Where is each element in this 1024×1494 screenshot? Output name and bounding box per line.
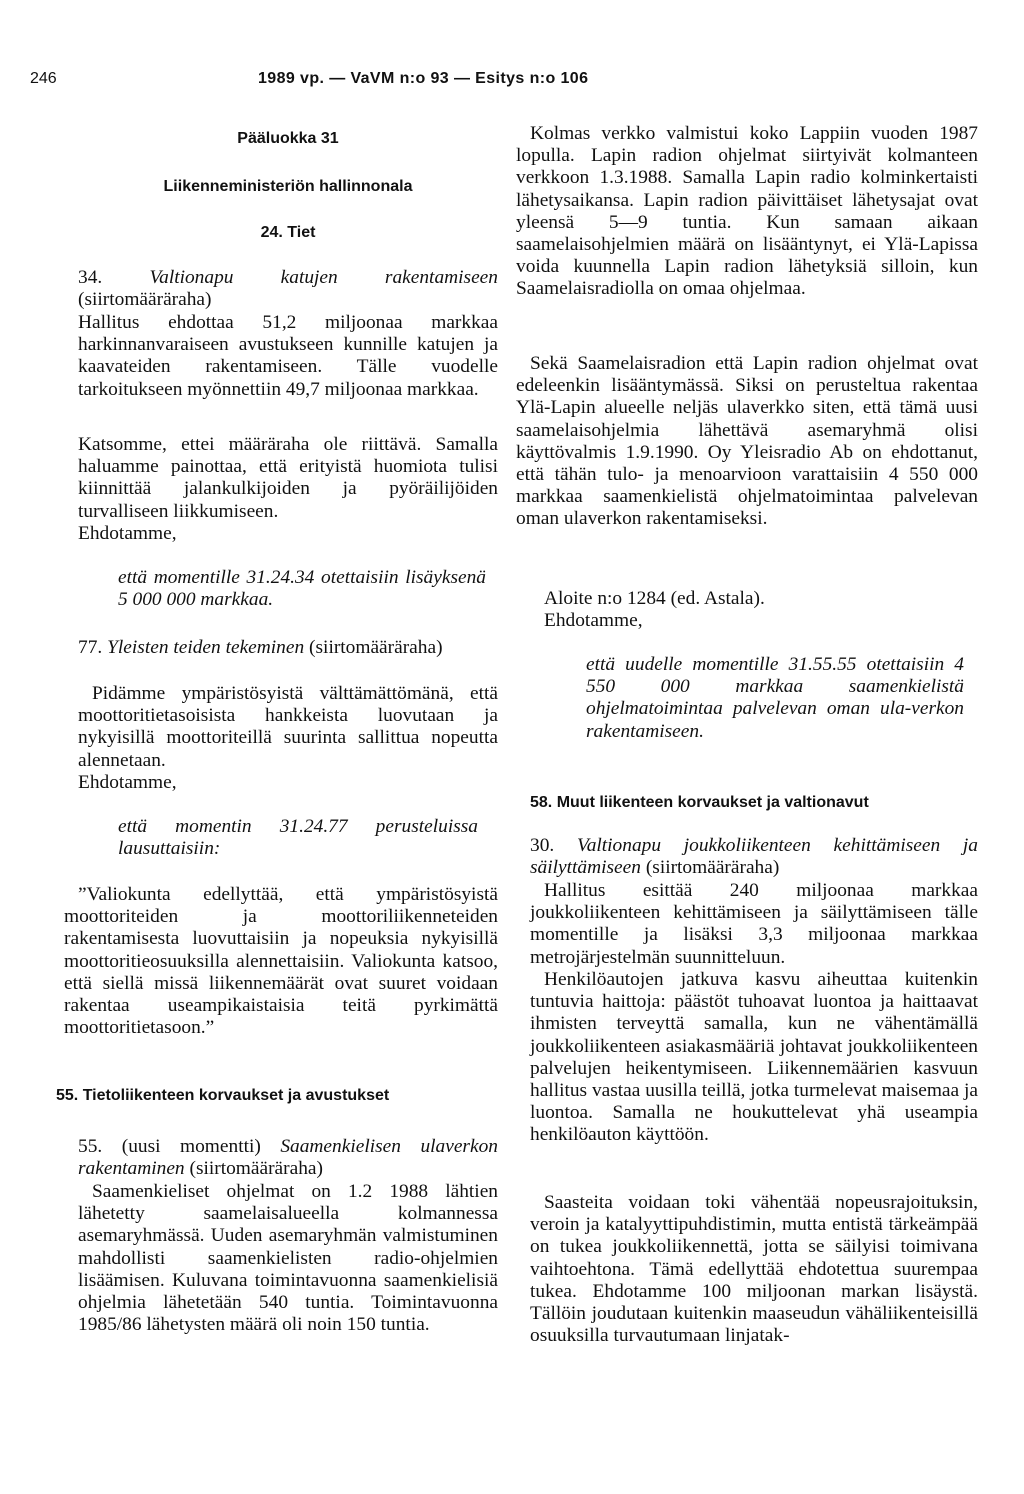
item-34-type: (siirtomääräraha) — [78, 289, 212, 311]
motion-reference: Aloite n:o 1284 (ed. Astala). — [544, 588, 765, 609]
right-propose: Ehdotamme, — [544, 610, 643, 631]
chapter-55-heading: 55. Tietoliikenteen korvaukset ja avustukset — [56, 1087, 390, 1104]
item-77-propose: Ehdotamme, — [78, 772, 177, 793]
item-30-number: 30. — [530, 835, 555, 856]
chapter-24-heading: 24. Tiet — [260, 224, 316, 241]
item-55-title — [78, 1136, 498, 1180]
item-34-number: 34. — [78, 267, 103, 288]
item-77-proposal: että momentin 31.24.77 perusteluissa lausuttaisiin: — [118, 816, 478, 860]
item-34-title-text: Valtionapu katujen rakentamiseen — [149, 267, 498, 288]
chapter-58-heading: 58. Muut liikenteen korvaukset ja valtionavut — [530, 794, 869, 811]
item-30-title — [530, 835, 978, 879]
page-number: 246 — [30, 70, 57, 87]
item-34-paragraph-1: Hallitus ehdottaa 51,2 miljoonaa markkaa harkinnanvaraiseen avustukseen kunnille katujen ja kaavateiden rakentamiseen. Tälle vuodelle tarkoitukseen myönnettiin 49,7 miljoonaa markkaa. — [78, 312, 498, 400]
item-55-number: 55. — [78, 1136, 103, 1157]
item-55-title-text: Saamenkielisen ulaverkon rakentaminen — [78, 1136, 498, 1180]
item-77-quote: ”Valiokunta edellyttää, että ympäristösyistä moottoriteiden ja moottoriliikenneteiden rakentamisesta luovuttaisiin ja nopeuksia nykyisillä moottoritieosuuksilla alennettaisiin. Valiokunta katsoo, että siellä missä liikennemäärät ovat suuret voidaan rakentaa useampikaistaisia teitä pyrkimättä moottoritietasoon.” — [64, 884, 498, 1039]
item-77-title-text: Yleisten teiden tekeminen — [107, 637, 305, 658]
item-30-paragraph-2: Henkilöautojen jatkuva kasvu aiheuttaa kuitenkin tuntuvia haittoja: päästöt tuhoavat luontoa ja haittaavat ihmisten terveyttä samalla, kun ne vähentämällä joukkoliikenteen asiakasmääriä johtavat joukkoliikenteen palvelujen heikentymiseen. Liikennemäärien kasvuun hallitus vastaa uusilla teillä, jotka turmelevat maisemaa ja luontoa. Samalla ne houkuttelevat yhä useampia henkilöauton käyttöön. — [530, 969, 978, 1146]
item-30-type: (siirtomääräraha) — [645, 857, 780, 879]
item-34-paragraph-2: Katsomme, ettei määräraha ole riittävä. Samalla haluamme painottaa, että erityistä huomiota tulisi kiinnittää jalankulkijoiden ja pyöräilijöiden turvalliseen liikkumiseen. — [78, 434, 498, 522]
item-77-title — [78, 637, 498, 659]
item-77-type: (siirtomääräraha) — [309, 637, 443, 658]
item-34-proposal: että momentille 31.24.34 otettaisiin lisäyksenä 5 000 000 markkaa. — [118, 567, 486, 611]
right-proposal: että uudelle momentille 31.55.55 otettaisiin 4 550 000 markkaa saamenkielistä ohjelmatoimintaa palvelevan oman ula-verkon rakentamiseen. — [586, 654, 964, 742]
item-34-propose: Ehdotamme, — [78, 523, 177, 544]
ministry-heading: Liikenneministeriön hallinnonala — [163, 178, 413, 195]
item-55-prefix: (uusi momentti) — [121, 1136, 261, 1157]
item-30-title-text: Valtionapu joukkoliikenteen kehittämiseen ja säilyttämiseen — [530, 835, 978, 879]
item-77-number: 77. — [78, 637, 103, 658]
right-paragraph-2: Sekä Saamelaisradion että Lapin radion ohjelmat ovat edeleenkin lisääntymässä. Siksi on perusteltua rakentaa Ylä-Lapin alueelle neljäs ulaverkko siten, että tämä uusi saamelaisohjelmia lähettävä asemaryhmä olisi käyttövalmis 1.9.1990. Oy Yleisradio Ab on ehdottanut, että tähän tulo- ja menoarvioon varattaisiin 4 550 000 markkaa saamenkielistä ohjelmatoimintaa palvelevan oman ulaverkon rakentamiseksi. — [516, 353, 978, 530]
item-77-paragraph-1: Pidämme ympäristösyistä välttämättömänä, että moottoritietasoisista hankkeista luovutaan ja nykyisillä moottoriteillä suurinta sallittua nopeutta alennetaan. — [78, 683, 498, 771]
item-34-title — [78, 267, 498, 311]
main-class-heading: Pääluokka 31 — [237, 130, 339, 147]
item-30-paragraph-1: Hallitus esittää 240 miljoonaa markkaa joukkoliikenteen kehittämiseen ja säilyttämiseen tälle momentille ja lisäksi 3,3 miljoonaa markkaa metrojärjestelmän suunnitteluun. — [530, 880, 978, 968]
item-30-paragraph-3: Saasteita voidaan toki vähentää nopeusrajoituksin, veroin ja katalyyttipuhdistimin, mutta entistä tärkeämpää on tukea joukkoliikennettä, jotta se säilyisi toimivana vaihtoehtona. Tämä edellyttää ehdotettua suurempaa tukea. Ehdotamme 100 miljoonan markan lisäystä. Tällöin joudutaan kuitenkin maaseudun vähäliikenteisillä osuuksilla turvautumaan linjatak- — [530, 1192, 978, 1347]
right-paragraph-1: Kolmas verkko valmistui koko Lappiin vuoden 1987 lopulla. Lapin radion ohjelmat siirtyivät kolmanteen verkkoon 1.3.1988. Samalla Lapin radio kolminkertaisti lähetysaikansa. Lapin radion päivittäiset lähetysajat ovat yleensä 5—9 tuntia. Kun samaan aikaan saamelaisohjelmien määrä on lisääntynyt, ei Ylä-Lapissa voida kuunnella Lapin radion lähetyksiä silloin, kun Saamelaisradiolla on omaa ohjelmaa. — [516, 123, 978, 300]
running-title: 1989 vp. — VaVM n:o 93 — Esitys n:o 106 — [258, 70, 589, 87]
item-55-paragraph-1: Saamenkieliset ohjelmat on 1.2 1988 lähtien lähetetty saamelaisalueella kolmannessa asemaryhmässä. Uuden asemaryhmän valmistuminen mahdollisti saamenkielisten radio-ohjelmien lisäämisen. Kuluvana toimintavuonna saamenkielisiä ohjelmia lähetetään 540 tuntia. Toimintavuonna 1985/86 lähetysten määrä oli noin 150 tuntia. — [78, 1181, 498, 1336]
item-55-type: (siirtomääräraha) — [189, 1158, 323, 1180]
